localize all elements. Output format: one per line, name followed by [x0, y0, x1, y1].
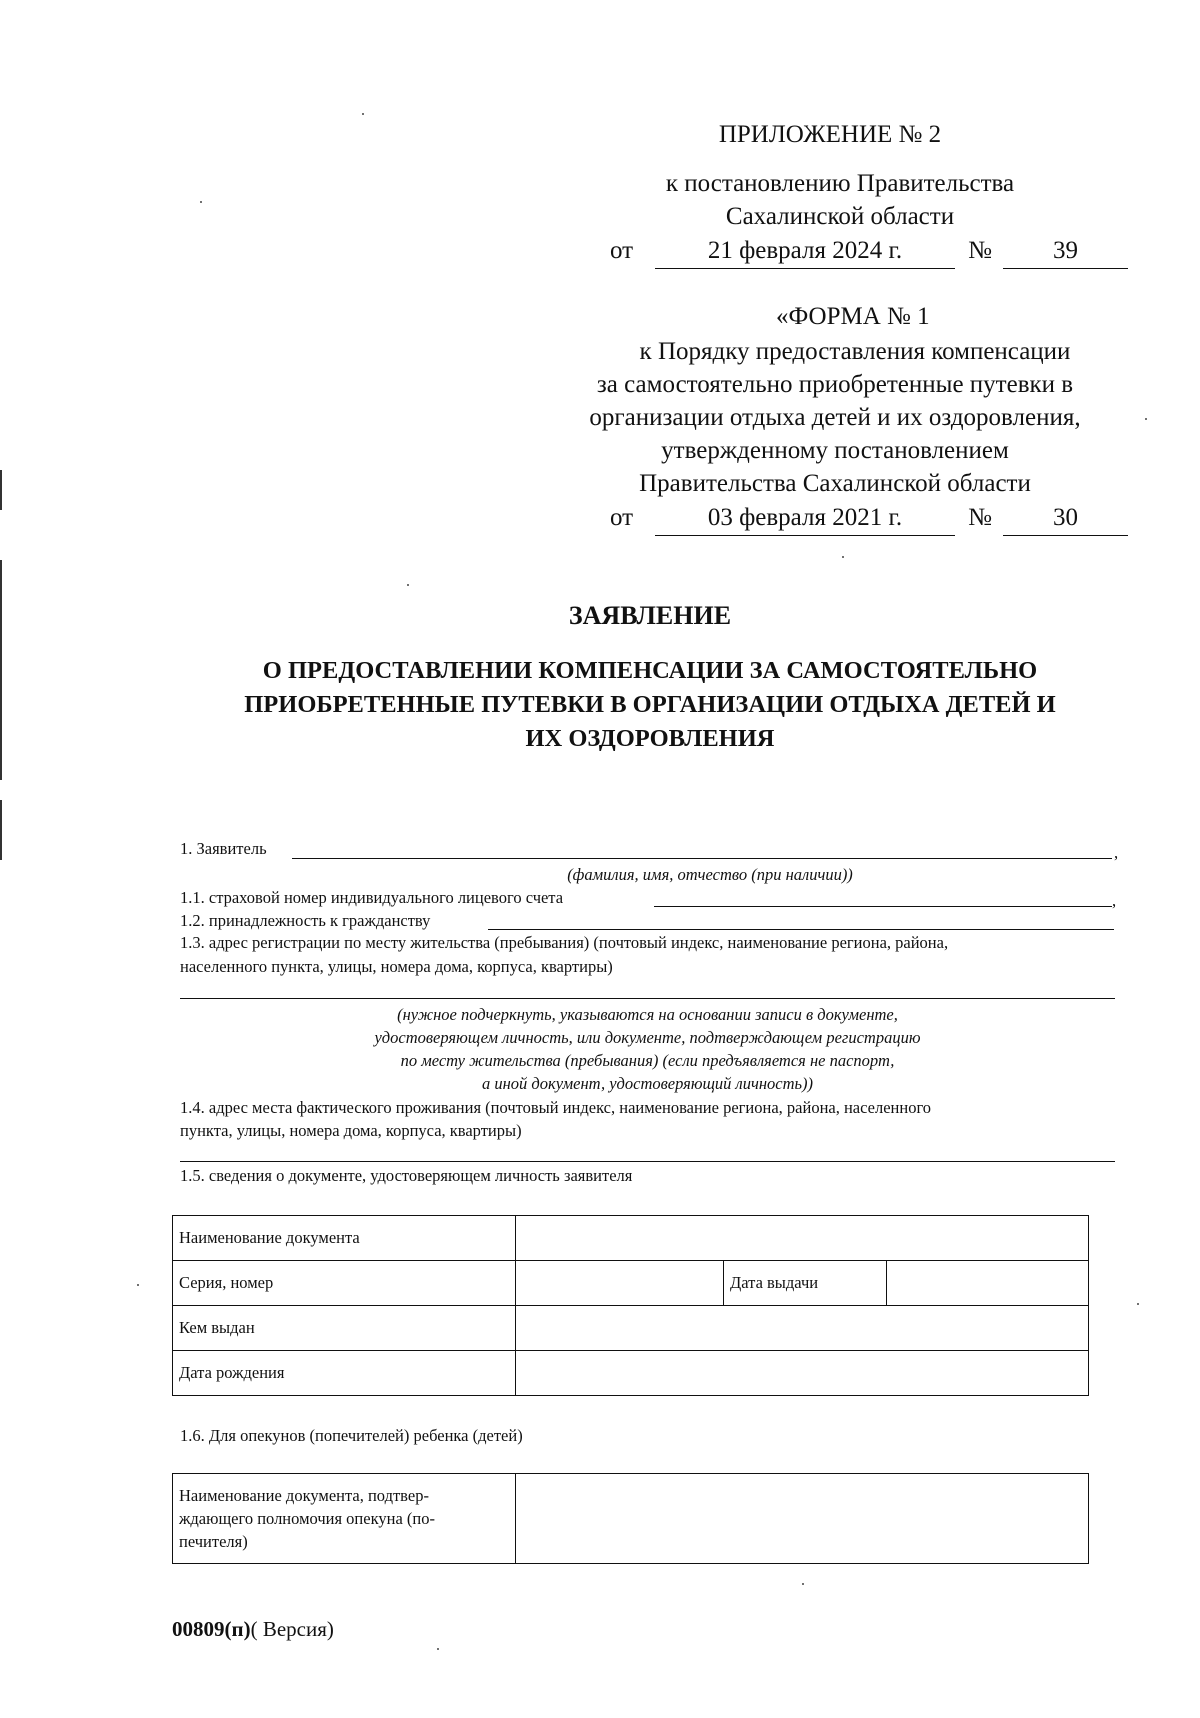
form-title: «ФОРМА № 1	[776, 303, 930, 330]
scan-edge-mark	[0, 560, 2, 780]
issue-date-label: Дата выдачи	[724, 1261, 887, 1306]
from-label: от	[610, 237, 634, 264]
scan-speck	[362, 113, 364, 115]
issued-by-value[interactable]	[516, 1306, 1089, 1351]
form-ref-number: 30	[1003, 501, 1128, 536]
scan-speck	[842, 556, 844, 558]
reg-hint-2: удостоверяющем личность, или документе, подтверждающем регистрацию	[374, 1028, 921, 1047]
footer-code: 00809(п)	[172, 1617, 251, 1641]
footer-version: ( Версия)	[250, 1617, 334, 1641]
guardian-table	[172, 1473, 1089, 1564]
reg-hint-1: (нужное подчеркнуть, указываются на основании записи в документе,	[397, 1005, 898, 1024]
form-ref-line-4: утвержденному постановлением	[661, 437, 1009, 464]
scan-edge-mark	[0, 800, 2, 860]
scan-speck	[437, 1648, 439, 1650]
scan-edge-mark	[0, 470, 2, 510]
guardian-doc-label	[173, 1474, 516, 1564]
guardian-doc-label-2: ждающего полномочия опекуна (по-	[179, 1509, 435, 1528]
scan-speck	[1137, 1303, 1139, 1305]
form-ref-line-1: к Порядку предоставления компенсации	[639, 338, 1071, 365]
reg-address-label-2: населенного пункта, улицы, номера дома, корпуса, квартиры)	[180, 957, 613, 976]
citizenship-field[interactable]	[488, 929, 1114, 930]
snils-trailing: ,	[1112, 891, 1117, 910]
guardian-doc-label-1: Наименование документа, подтвер-	[179, 1486, 429, 1505]
doc-name-value[interactable]	[516, 1216, 1089, 1261]
guardian-label: 1.6. Для опекунов (попечителей) ребенка (детей)	[180, 1426, 523, 1445]
issue-date-value[interactable]	[887, 1261, 1089, 1306]
statement-subtitle-3: ИХ ОЗДОРОВЛЕНИЯ	[525, 725, 775, 752]
snils-label: 1.1. страховой номер индивидуального лицевого счета	[180, 888, 564, 907]
number-label: №	[968, 237, 992, 264]
actual-address-field[interactable]	[180, 1161, 1115, 1162]
birth-date-label: Дата рождения	[173, 1351, 516, 1396]
form-ref-line-3: организации отдыха детей и их оздоровления,	[589, 404, 1081, 431]
appendix-title: ПРИЛОЖЕНИЕ № 2	[718, 121, 942, 148]
form-number-label: №	[968, 504, 992, 531]
resolution-date: 21 февраля 2024 г.	[655, 234, 955, 269]
statement-subtitle-2: ПРИОБРЕТЕННЫЕ ПУТЕВКИ В ОРГАНИЗАЦИИ ОТДЫХА ДЕТЕЙ И	[244, 691, 1056, 718]
resolution-line-1: к постановлению Правительства	[665, 170, 1015, 197]
applicant-field[interactable]	[292, 858, 1112, 859]
form-from-label: от	[610, 504, 634, 531]
series-number-value[interactable]	[516, 1261, 724, 1306]
citizenship-label: 1.2. принадлежность к гражданству	[180, 911, 431, 930]
actual-address-label-2: пункта, улицы, номера дома, корпуса, квартиры)	[180, 1121, 522, 1140]
series-number-label: Серия, номер	[173, 1261, 516, 1306]
resolution-line-2: Сахалинской области	[725, 203, 955, 230]
guardian-doc-label-3: печителя)	[179, 1532, 248, 1551]
id-document-label: 1.5. сведения о документе, удостоверяющем личность заявителя	[180, 1166, 633, 1185]
birth-date-value[interactable]	[516, 1351, 1089, 1396]
reg-hint-4: а иной документ, удостоверяющий личность))	[481, 1074, 814, 1093]
scan-speck	[1145, 418, 1147, 420]
scan-speck	[200, 201, 202, 203]
reg-address-label-1: 1.3. адрес регистрации по месту жительства (пребывания) (почтовый индекс, наименование региона, района,	[180, 933, 949, 952]
form-ref-line-5: Правительства Сахалинской области	[639, 470, 1031, 497]
form-ref-line-2: за самостоятельно приобретенные путевки в	[596, 371, 1074, 398]
footer	[172, 1617, 334, 1642]
statement-subtitle-1: О ПРЕДОСТАВЛЕНИИ КОМПЕНСАЦИИ ЗА САМОСТОЯТЕЛЬНО	[262, 657, 1038, 684]
statement-title: ЗАЯВЛЕНИЕ	[568, 601, 732, 630]
actual-address-label-1: 1.4. адрес места фактического проживания (почтовый индекс, наименование региона, района, населенного	[180, 1098, 932, 1117]
applicant-hint: (фамилия, имя, отчество (при наличии))	[567, 865, 853, 884]
scan-speck	[802, 1583, 804, 1585]
scan-speck	[137, 1284, 139, 1286]
reg-address-field[interactable]	[180, 998, 1115, 999]
applicant-trailing: ,	[1114, 843, 1119, 862]
snils-field[interactable]	[654, 906, 1112, 907]
doc-name-label: Наименование документа	[173, 1216, 516, 1261]
reg-hint-3: по месту жительства (пребывания) (если предъявляется не паспорт,	[400, 1051, 895, 1070]
guardian-doc-value[interactable]	[516, 1474, 1089, 1564]
issued-by-label: Кем выдан	[173, 1306, 516, 1351]
resolution-number: 39	[1003, 234, 1128, 269]
scan-speck	[407, 584, 409, 586]
form-ref-date: 03 февраля 2021 г.	[655, 501, 955, 536]
applicant-label: 1. Заявитель	[180, 839, 267, 858]
id-document-table	[172, 1215, 1089, 1396]
